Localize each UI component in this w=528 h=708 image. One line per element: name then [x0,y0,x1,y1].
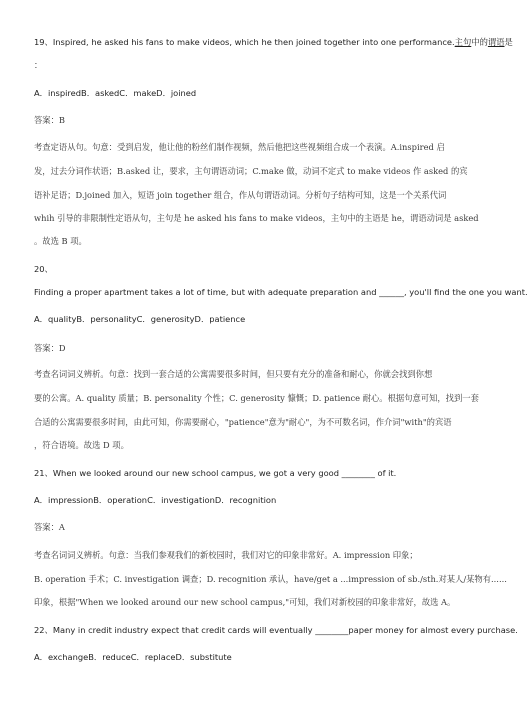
question-19-blank-mark: ： [34,60,43,70]
question-20-explanation-line: 考查名词词义辨析。句意：找到一套合适的公寓需要很多时间，但只要有充分的准备和耐心，你就会找到你想 [34,369,433,379]
question-19-explanation-line: 。故选 B 项。 [34,236,87,246]
question-20-explanation-line: 要的公寓。A. quality 质量；B. personality 个性；C. generosity 慷慨；D. patience 耐心。根据句意可知，找到一套 [34,393,479,403]
question-19-explanation-line: 发，过去分词作状语；B.asked 让，要求，主句谓语动词；C.make 做，动词不定式 to make videos 作 asked 的宾 [34,166,468,176]
question-22-options: A．exchangeB．reduceC．replaceD．substitute [34,652,232,662]
question-21-explanation-line: B. operation 手术；C. investigation 调查；D. recognition 承认，have/get a ...impression of sb./sth.对某人/某物有...... [34,574,507,584]
underlined-term-predicate: 谓语 [487,37,505,47]
question-20-explanation-line: ，符合语境。故选 D 项。 [34,440,129,450]
question-19-stem [34,37,513,48]
question-21-explanation-line: 印象，根据"When we looked around our new school campus,"可知，我们对新校园的印象非常好，故选 A。 [34,597,456,607]
question-21-options: A．impressionB．operationC．investigationD．recognition [34,495,277,505]
question-20-stem: Finding a proper apartment takes a lot of time, but with adequate preparation and ______, you'll find the one you want. [34,287,528,297]
question-22-stem: 22、Many in credit industry expect that credit cards will eventually ________paper money for almost every purchase. [34,625,518,635]
question-20-answer: 答案：D [34,343,66,353]
question-20-explanation-line: 合适的公寓需要很多时间，由此可知，你需要耐心，"patience"意为"耐心"，为不可数名词，作介词"with"的宾语 [34,417,452,427]
question-19-answer: 答案：B [34,115,65,125]
question-20-options: A．qualityB．personalityC．generosityD．patience [34,314,246,324]
underlined-term-main-clause: 主句 [454,37,472,47]
question-19-explanation-line: 考查定语从句。句意：受到启发，他让他的粉丝们制作视频，然后他把这些视频组合成一个表演。A.inspired 启 [34,142,445,152]
question-19-options: A．inspiredB．askedC．makeD．joined [34,88,197,98]
question-19-explanation-line: 语补足语；D.joined 加入，短语 join together 组合，作从句谓语动词。分析句子结构可知，这是一个关系代词 [34,190,447,200]
question-21-answer: 答案：A [34,522,65,532]
question-19-stem-text: 19、Inspired, he asked his fans to make videos, which he then joined together into one performance. [34,37,455,47]
question-21-explanation-line: 考查名词词义辨析。句意：当我们参观我们的新校园时，我们对它的印象非常好。A. impression 印象； [34,550,418,560]
question-19-stem-mid: 中的 [471,37,488,47]
question-19-stem-end: 是 [504,37,513,47]
question-20-number: 20、 [34,264,53,274]
question-19-explanation-line: whih 引导的非限制性定语从句，主句是 he asked his fans to make videos，主句中的主语是 he，谓语动词是 asked [34,213,479,223]
question-21-stem: 21、When we looked around our new school campus, we got a very good ________ of it. [34,468,397,478]
